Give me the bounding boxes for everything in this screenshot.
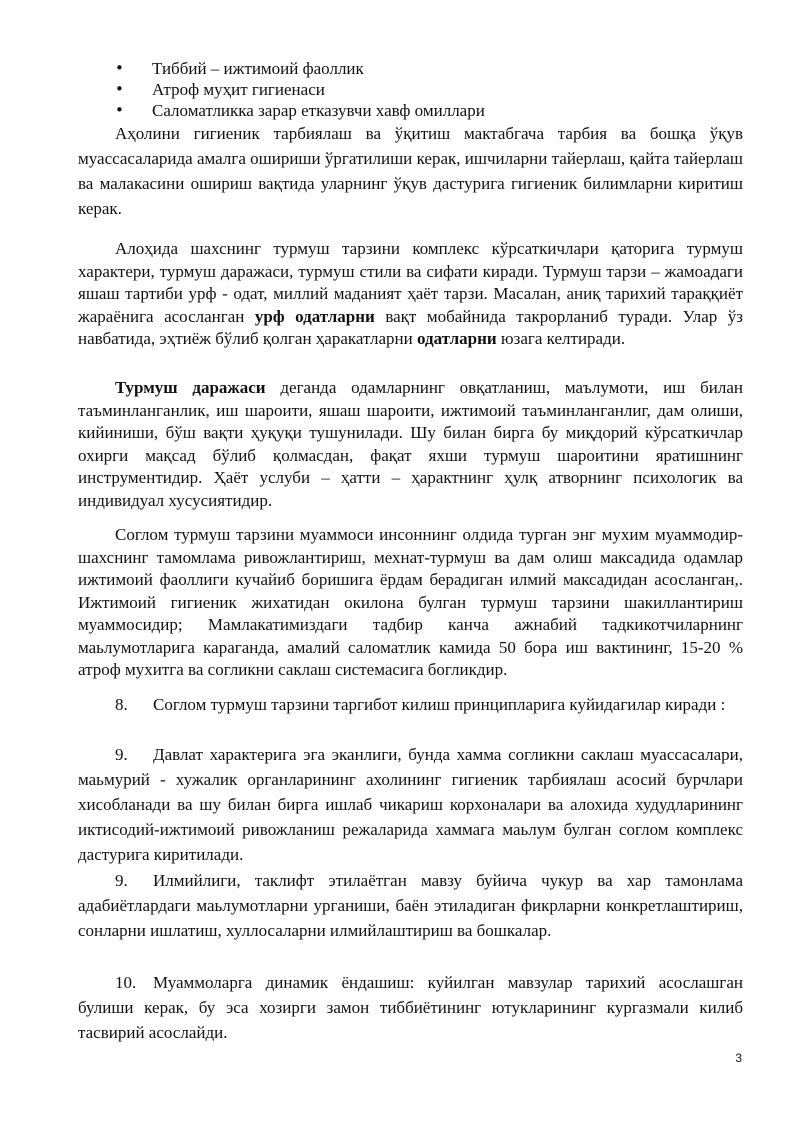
paragraph-1: Аҳолини гигиеник тарбиялаш ва ўқитиш мактабгача тарбия ва бошқа ўқув муассасаларида амалга ошириши ўргатилиши керак, ишчиларни тайерлаш, қайта тайерлаш ва малакасини ошириш вақтида уларнинг ўқув дастурига гигиеник билимларни киритиш керак. [78, 124, 743, 218]
paragraph-8: 10. Муаммоларга динамик ёндашиш: куйилган мавзулар тарихий асослашган булиши керак, бу эса хозирги замон тиббиётининг ютукларининг кургазмали килиб тасвирий асослайди. [78, 970, 743, 1045]
bold-term: одатларни [416, 329, 497, 348]
bullet-item: • Атроф муҳит гигиенаси [115, 79, 755, 100]
list-number: 9. [115, 745, 128, 764]
paragraph-5: 8. Соглом турмуш тарзини таргибот килиш принципларига куйидагилар киради : [78, 694, 743, 717]
paragraph-2: Алоҳида шахснинг турмуш тарзини комплекс кўрсаткичлари қаторига турмуш характери, турмуш даражаси, турмуш стили ва сифати киради. Турмуш тарзи – жамоадаги яшаш тартиби урф - одат, миллий маданият ҳаёт тарзи. Масалан, аниқ тарихий тараққиёт жараёнига асосланган урф одатларни вақт мобайнида такрорланиб туради. Улар ўз навбатида, эҳтиёж бўлиб қолган ҳаракатларни одатларни юзага келтиради. [78, 239, 743, 348]
list-number: 8. [115, 695, 128, 714]
paragraph-4: Соглом турмуш тарзини муаммоси инсоннинг олдида турган энг мухим муаммодир-шахснинг тамомлама ривожлантириш, мехнат-турмуш ва дам олиш максадида одамлар ижтимоий фаоллиги кучайиб боришига ёрдам берадиган илмий максадидан асосланган,. Ижтимоий гигиеник жихатидан окилона булган турмуш тарзини шакиллантириш муаммосидир; Мамлакатимиздаги тадбир канча ажнабий тадкикотчиларнинг маьлумотларига караганда, амалий саломатлик камида 50 бора иш вактининг, 15-20 % атроф мухитга ва согликни саклаш системасига богликдир. [78, 525, 743, 679]
paragraph-3: Турмуш даражаси деганда одамларнинг овқатланиш, маълумоти, иш билан таъминланганлик, иш шароити, яшаш шароити, ижтимоий таъминланганлиг, дам олиши, кийиниши, бўш вақти ҳуқуқи тушунилади. Шу билан бирга бу миқдорий кўрсаткичлар охирги мақсад бўлиб қолмасдан, фақат яхши турмуш шароитини яратишнинг инструментидир. Ҳаёт услуби – ҳатти – ҳарактнинг ҳулқ атворнинг психологик ва индивидуал хусусиятидир. [78, 378, 743, 510]
bullet-list [115, 58, 755, 121]
list-number: 10. [115, 973, 137, 992]
paragraph-6: 9. Давлат характерига эга эканлиги, бунда хамма согликни саклаш муассасалари, маьмурий - хужалик органларининг ахолининг гигиеник тарбиялаш асосий бурчлари хисобланади ва шу билан бирга ишлаб чикариш корхоналари ва алохида худудларининг иктисодий-ижтимоий ривожланиш режаларида хаммага маьлум булган соглом комплекс дастурига киритилади. [78, 742, 743, 867]
bullet-item: • Тиббий – ижтимоий фаоллик [115, 58, 755, 79]
list-number: 9. [115, 871, 128, 890]
page-number: 3 [735, 1051, 742, 1065]
bold-term: урф одатларни [254, 306, 375, 326]
paragraph-7: 9. Илмийлиги, таклифт этилаётган мавзу буйича чукур ва хар тамонлама адабиётлардаги маьлумотларни урганиши, баён этиладиган фикрларни конкретлаштириш, сонларни ишлатиш, хуллосаларни илмийлаштириш ва бошкалар. [78, 868, 743, 943]
bullet-item: • Саломатликка зарар етказувчи хавф омиллари [115, 100, 755, 121]
bold-term: Турмуш даражаси [115, 378, 266, 397]
